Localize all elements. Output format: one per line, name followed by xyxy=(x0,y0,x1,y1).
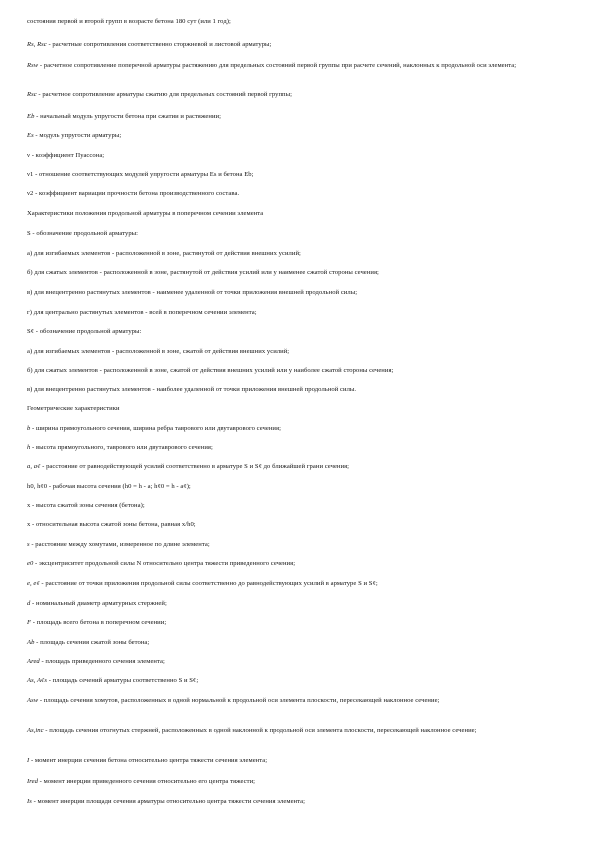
symbol: Es xyxy=(27,132,34,139)
text-line xyxy=(27,132,567,141)
line-text: - площадь сечения сжатой зоны бетона; xyxy=(34,639,150,646)
text-line xyxy=(27,348,567,357)
text-line xyxy=(27,425,567,434)
symbol: b xyxy=(27,425,31,432)
text-line xyxy=(27,798,567,807)
line-text: Характеристики положения продольной арматуры в поперечном сечении элемента xyxy=(27,210,264,217)
line-text: - площадь сечения хомутов, расположенных в одной нормальной к продольной оси элемента плоскости, пересекающей наклонное сечение; xyxy=(38,697,440,704)
text-line xyxy=(27,41,567,50)
text-line xyxy=(27,639,567,648)
line-text: - расчетное сопротивление арматуры сжатию для предельных состояний первой группы; xyxy=(36,91,292,98)
symbol: F xyxy=(27,619,32,626)
line-text: - расстояние от равнодействующей усилий соответственно в арматуре S и S¢ до ближайшей грани сечения; xyxy=(40,463,350,470)
text-line xyxy=(27,328,567,337)
text-line xyxy=(27,91,567,100)
line-text: - площадь сечения отогнутых стержней, расположенных в одной наклонной к продольной оси элемента плоскости, пересекающей наклонное сечение; xyxy=(43,727,477,734)
text-line xyxy=(27,778,567,787)
text-line xyxy=(27,230,567,239)
line-text: - номинальный диаметр арматурных стержней; xyxy=(30,600,167,607)
text-line xyxy=(27,444,567,453)
line-text: - эксцентриситет продольной силы N относительно центра тяжести приведенного сечения; xyxy=(33,560,296,567)
symbol: Is xyxy=(27,798,32,805)
line-text: состояния первой и второй групп в возрасте бетона 180 сут (или 1 год); xyxy=(27,18,231,25)
line-text: б) для сжатых элементов - расположенной в зоне, сжатой от действия внешних усилий или у наиболее сжатой стороны сечения; xyxy=(27,367,394,374)
text-line xyxy=(27,727,567,736)
line-text: - высота прямоугольного, таврового или двутаврового сечения; xyxy=(30,444,213,451)
symbol: Rs, Rsc xyxy=(27,41,47,48)
text-line xyxy=(27,309,567,318)
symbol: Ab xyxy=(27,639,35,646)
symbol: Eb xyxy=(27,113,35,120)
text-line xyxy=(27,697,567,706)
text-line xyxy=(27,580,567,589)
line-text: - момент инерции приведенного сечения относительно его центра тяжести; xyxy=(37,778,256,785)
line-text: г) для центрально растянутых элементов - всей в поперечном сечении элемента; xyxy=(27,309,257,316)
text-line xyxy=(27,541,567,550)
line-text: h0, h¢0 - рабочая высота сечения (h0 = h - a; h¢0 = h - a¢); xyxy=(27,483,191,490)
symbol: Rsc xyxy=(27,91,37,98)
symbol: Ired xyxy=(27,778,38,785)
line-text: S¢ - обозначение продольной арматуры: xyxy=(27,328,142,335)
line-text: ν - коэффициент Пуассона; xyxy=(27,152,105,159)
text-line xyxy=(27,250,567,259)
symbol: I xyxy=(27,757,30,764)
text-line xyxy=(27,560,567,569)
text-line xyxy=(27,483,567,492)
text-line xyxy=(27,152,567,161)
line-text: а) для изгибаемых элементов - расположенной в зоне, сжатой от действия внешних усилий; xyxy=(27,348,290,355)
text-line xyxy=(27,367,567,376)
symbol: Ared xyxy=(27,658,40,665)
line-text: x - относительная высота сжатой зоны бетона, равная x/h0; xyxy=(27,521,196,528)
line-text: в) для внецентренно растянутых элементов - наименее удаленной от точки приложения внешней продольной силы; xyxy=(27,289,358,296)
text-line xyxy=(27,386,567,395)
line-text: ν2 - коэффициент вариации прочности бетона производственного состава. xyxy=(27,190,240,197)
line-text: - начальный модуль упругости бетона при сжатии и растяжении; xyxy=(34,113,221,120)
symbol: Asw xyxy=(27,697,39,704)
text-line xyxy=(27,18,567,27)
text-line xyxy=(27,757,567,766)
text-line xyxy=(27,521,567,530)
line-text: Геометрические характеристики xyxy=(27,405,120,412)
symbol: h xyxy=(27,444,31,451)
symbol: s xyxy=(27,541,30,548)
line-text: - площадь всего бетона в поперечном сечении; xyxy=(31,619,167,626)
line-text: ν1 - отношение соответствующих модулей упругости арматуры Es и бетона Eb; xyxy=(27,171,254,178)
section-heading xyxy=(27,405,567,414)
text-line xyxy=(27,502,567,511)
text-line xyxy=(27,62,567,71)
line-text: - ширина прямоугольного сечения, ширина ребра таврового или двутаврового сечения; xyxy=(30,425,281,432)
line-text: - расстояние между хомутами, измеренное по длине элемента; xyxy=(29,541,210,548)
symbol: As,inc xyxy=(27,727,44,734)
text-line xyxy=(27,658,567,667)
line-text: б) для сжатых элементов - расположенной в зоне, растянутой от действия усилий или у наименее сжатой стороны сечения; xyxy=(27,269,379,276)
line-text: - площадь сечений арматуры соответственно S и S¢; xyxy=(47,677,199,684)
line-text: - расстояние от точки приложения продольной силы соответственно до равнодействующих усилий в арматуре S и S¢; xyxy=(39,580,378,587)
symbol: a, a¢ xyxy=(27,463,41,470)
line-text: - момент инерции площади сечения арматуры относительно центра тяжести сечения элемента; xyxy=(31,798,305,805)
line-text: S - обозначение продольной арматуры: xyxy=(27,230,139,237)
symbol: d xyxy=(27,600,31,607)
line-text: - расчетное сопротивление поперечной арматуры растяжению для предельных состояний первой группы при расчете сечений, наклонных к продольной оси элемента; xyxy=(38,62,517,69)
symbol: e, e¢ xyxy=(27,580,40,587)
symbol: Rsw xyxy=(27,62,39,69)
symbol: e0 xyxy=(27,560,34,567)
section-heading xyxy=(27,210,567,219)
text-line xyxy=(27,619,567,628)
text-line xyxy=(27,113,567,122)
text-line xyxy=(27,463,567,472)
text-line xyxy=(27,600,567,609)
text-line xyxy=(27,677,567,686)
text-line xyxy=(27,269,567,278)
line-text: - площадь приведенного сечения элемента; xyxy=(39,658,165,665)
symbol: As, A¢s xyxy=(27,677,48,684)
line-text: - модуль упругости арматуры; xyxy=(33,132,122,139)
line-text: - момент инерции сечения бетона относительно центра тяжести сечения элемента; xyxy=(29,757,268,764)
text-line xyxy=(27,289,567,298)
text-line xyxy=(27,171,567,180)
line-text: в) для внецентренно растянутых элементов - наиболее удаленной от точки приложения внешней продольной силы. xyxy=(27,386,357,393)
line-text: - расчетные сопротивления соответственно сторжневой и листовой арматуры; xyxy=(46,41,272,48)
text-line xyxy=(27,190,567,199)
line-text: а) для изгибаемых элементов - расположенной в зоне, растянутой от действия внешних усилий; xyxy=(27,250,301,257)
line-text: x - высота сжатой зоны сечения (бетона); xyxy=(27,502,145,509)
